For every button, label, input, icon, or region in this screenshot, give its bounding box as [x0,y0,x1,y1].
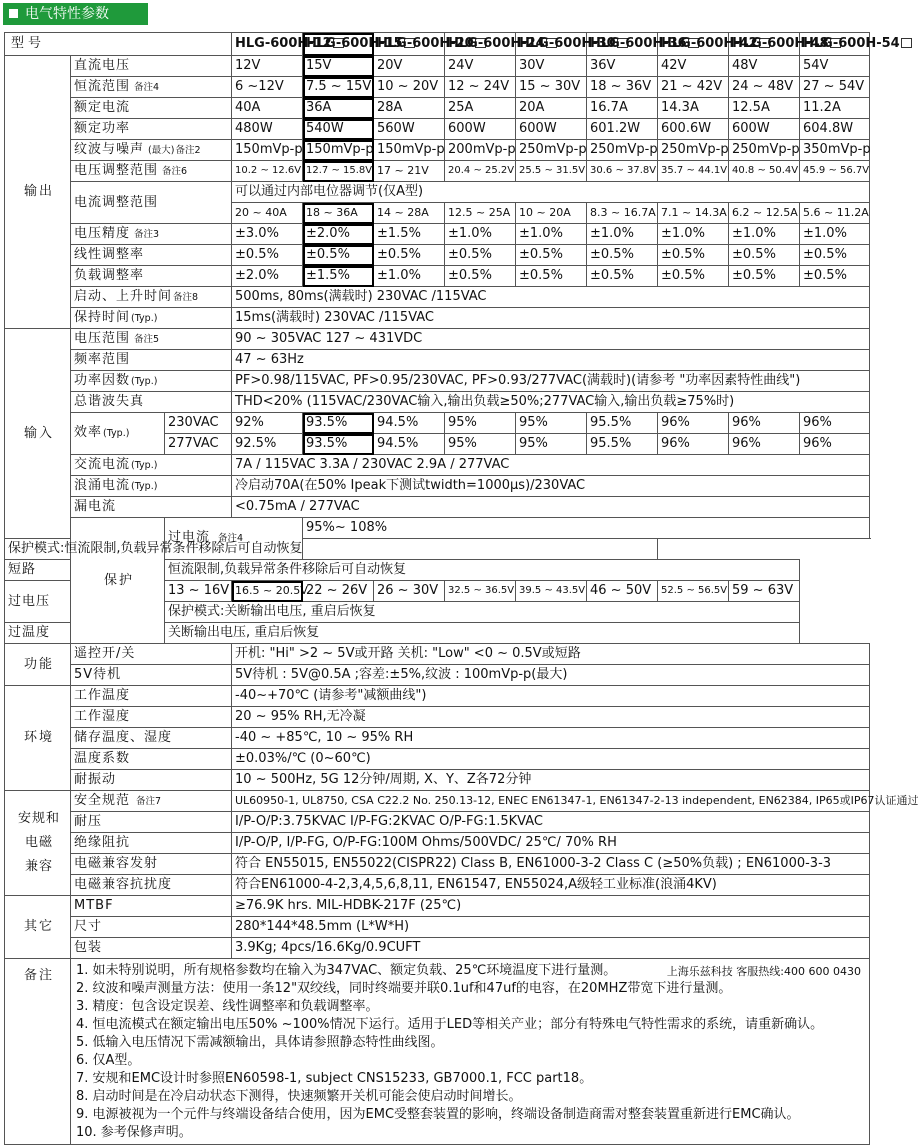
value-cell-wide: 保护模式:关断输出电压, 重启后恢复 [165,602,800,623]
spec-table [4,32,919,1145]
value-cell: 600W [445,119,516,140]
row-sublabel: (Typ.) [131,312,158,324]
storage-row [5,728,870,749]
row-label: 电磁兼容发射 [71,854,232,875]
value-cell: 10 ~ 20A [516,203,587,224]
value-cell: 25A [445,98,516,119]
dc-voltage-row [5,56,870,77]
remote-row [5,644,870,665]
row-label: 包装 [71,938,232,959]
row-sublabel: (Typ.) [131,480,158,492]
model-cell: HLG-600H-12 [232,33,303,56]
row-label: 总谐波失真 [71,392,232,413]
value-cell: 604.8W [800,119,870,140]
checkbox-icon [901,38,912,48]
value-cell-wide: 20 ~ 95% RH,无冷凝 [232,707,870,728]
value-cell: 96% [800,413,870,434]
value-cell: 13 ~ 16V [165,581,232,602]
value-cell: 6 ~12V [232,77,303,98]
value-cell: 46 ~ 50V [587,581,658,602]
value-cell: 52.5 ~ 56.5V [658,581,729,602]
value-cell: 600.6W [658,119,729,140]
note-item: 8. 启动时间是在冷启动状态下测得，快速频繁开关机可能会使启动时间增长。 [76,1089,522,1104]
value-cell: 350mVp-p [800,140,870,161]
value-cell: 28A [374,98,445,119]
ot-row [5,623,870,644]
value-cell-wide: 关断输出电压, 重启后恢复 [165,623,800,644]
value-cell: ±0.5% [516,245,587,266]
value-cell: 92% [232,413,303,434]
row-note: 备注6 [162,165,188,177]
row-label: 功率因数(Typ.) [71,371,232,392]
sc-row [5,560,870,581]
row-label: 电压调整范围 备注6 [71,161,232,182]
value-cell: ±1.0% [516,224,587,245]
row-note: 备注2 [175,144,201,156]
output-section-label: 输出 [5,56,71,329]
row-label: 交流电流(Typ.) [71,455,232,476]
row-sublabel: (Typ.) [131,375,158,387]
value-cell: ±0.5% [587,266,658,287]
hold-row [5,308,870,329]
value-cell: ±1.0% [800,224,870,245]
v-range-row [5,329,870,350]
oc-row-1 [5,518,870,539]
note-item: 2. 纹波和噪声测量方法：使用一条12"双绞线，同时终端要并联0.1uf和47uf的电容，在20MHZ带宽下进行量测。 [76,981,732,996]
value-cell-wide: 280*144*48.5mm (L*W*H) [232,917,870,938]
freq-row [5,350,870,371]
section-header [3,3,148,25]
value-cell: 12.5A [729,98,800,119]
value-cell: ±0.5% [445,266,516,287]
ripple-row [5,140,870,161]
row-label: 保持时间(Typ.) [71,308,232,329]
tempco-row [5,749,870,770]
value-cell: 39.5 ~ 43.5V [516,581,587,602]
value-cell: 560W [374,119,445,140]
emc-immunity-row [5,875,870,896]
value-cell: 17 ~ 21V [374,161,445,182]
row-label: 工作温度 [71,686,232,707]
row-label: 额定功率 [71,119,232,140]
value-cell-wide: PF>0.98/115VAC, PF>0.95/230VAC, PF>0.93/277VAC(满载时)(请参考 "功率因素特性曲线") [232,371,870,392]
safety-section-label: 安规和 电磁 兼容 [5,791,71,896]
value-cell-wide: 可以通过内部电位器调节(仅A型) [232,182,870,203]
value-cell: 14.3A [658,98,729,119]
value-cell: 96% [658,413,729,434]
value-cell: 600W [729,119,800,140]
value-cell: 250mVp-p [658,140,729,161]
value-cell: ±0.5% [374,245,445,266]
value-cell-wide: <0.75mA / 277VAC [232,497,870,518]
value-cell: 16.7A [587,98,658,119]
row-label: 漏电流 [71,497,232,518]
value-cell: 250mVp-p [516,140,587,161]
value-cell: 40A [232,98,303,119]
row-sublabel: (最大) [148,144,175,156]
model-cell: HLG-600H-20 [374,33,445,56]
value-cell: 30V [516,56,587,77]
row-label: 效率(Typ.) [71,413,165,455]
value-cell: 24V [445,56,516,77]
value-cell: 48V [729,56,800,77]
environment-section-label: 环境 [5,686,71,791]
value-cell-wide: ±0.03%/℃ (0~60℃) [232,749,870,770]
row-label: 5V待机 [71,665,232,686]
leakage-row [5,497,870,518]
function-section-label: 功能 [5,644,71,686]
value-cell-wide: 符合EN61000-4-2,3,4,5,6,8,11, EN61547, EN55024,A级轻工业标准(浪涌4KV) [232,875,870,896]
value-cell: 7.5 ~ 15V [303,77,374,98]
cc-range-row [5,77,870,98]
temp-row [5,686,870,707]
value-cell: ±1.0% [445,224,516,245]
note-item: 7. 安规和EMC设计时参照EN60598-1, subject CNS15233, GB7000.1, FCC part18。 [76,1071,593,1086]
value-cell: 15V [303,56,374,77]
value-cell: 35.7 ~ 44.1V [658,161,729,182]
notes-content [71,959,870,1145]
value-cell: 42V [658,56,729,77]
value-cell-wide: ≥76.9K hrs. MIL-HDBK-217F (25℃) [232,896,870,917]
row-label: 启动、上升时间备注8 [71,287,232,308]
value-cell: 5.6 ~ 11.2A [800,203,870,224]
value-cell: ±3.0% [232,224,303,245]
value-cell: 16.5 ~ 20.5V [232,581,303,602]
withstand-row [5,812,870,833]
value-cell: 7.1 ~ 14.3A [658,203,729,224]
value-cell: ±2.0% [303,224,374,245]
value-cell-wide: 开机: "Hi" >2 ~ 5V或开路 关机: "Low" <0 ~ 0.5V或短路 [232,644,870,665]
pf-row [5,371,870,392]
row-note: 备注3 [134,228,160,240]
value-cell: 540W [303,119,374,140]
value-cell: 18 ~ 36V [587,77,658,98]
value-cell: 10 ~ 20V [374,77,445,98]
value-cell-wide: 冷启动70A(在50% Ipeak下测试twidth=1000μs)/230VAC [232,476,870,497]
value-cell: ±2.0% [232,266,303,287]
value-cell: 54V [800,56,870,77]
value-cell: 250mVp-p [587,140,658,161]
value-cell: ±0.5% [729,266,800,287]
value-cell-wide: 90 ~ 305VAC 127 ~ 431VDC [232,329,870,350]
value-cell: 95.5% [587,413,658,434]
value-cell: 36V [587,56,658,77]
others-section-label: 其它 [5,896,71,959]
value-cell: 94.5% [374,413,445,434]
value-cell: 95% [516,434,587,455]
value-cell: 30.6 ~ 37.8V [587,161,658,182]
model-cell: HLG-600H-36 [587,33,658,56]
value-cell: 95% [445,413,516,434]
row-label: 过电压 [5,581,165,623]
row-label: 浪涌电流(Typ.) [71,476,232,497]
row-label: 电压范围 备注5 [71,329,232,350]
row-label: 额定电流 [71,98,232,119]
row-label: 安全规范 备注7 [71,791,232,812]
value-cell: 6.2 ~ 12.5A [729,203,800,224]
value-cell: 250mVp-p [729,140,800,161]
mtbf-row [5,896,870,917]
value-cell: 95% [445,434,516,455]
line-reg-row [5,245,870,266]
value-cell: 96% [729,413,800,434]
value-cell: ±1.5% [303,266,374,287]
row-label: 频率范围 [71,350,232,371]
value-cell: ±0.5% [587,245,658,266]
value-cell: 150mVp-p [303,140,374,161]
model-row [5,33,870,56]
row-label: 线性调整率 [71,245,232,266]
value-cell: 96% [658,434,729,455]
row-label: 过温度 [5,623,165,644]
value-cell: 20V [374,56,445,77]
square-icon [9,9,18,18]
value-cell: 480W [232,119,303,140]
value-cell: ±0.5% [445,245,516,266]
row-label: 过电流 备注4 [165,518,303,560]
row-note: 备注4 [218,533,244,544]
standards-row [5,791,870,812]
value-cell-wide: 5V待机 : 5V@0.5A ;容差:±5%,纹波 : 100mVp-p(最大) [232,665,870,686]
value-cell: ±0.5% [800,266,870,287]
value-cell: 10.2 ~ 12.6V [232,161,303,182]
value-cell: 12.7 ~ 15.8V [303,161,374,182]
value-cell-wide: 15ms(满载时) 230VAC /115VAC [232,308,870,329]
v-adj-row [5,161,870,182]
value-cell: 45.9 ~ 56.7V [800,161,870,182]
value-cell: ±0.5% [658,266,729,287]
emc-emission-row [5,854,870,875]
row-label: 短路 [5,560,165,581]
value-cell-wide: 恒流限制,负载异常条件移除后可自动恢复 [165,560,800,581]
section-header-title: 电气特性参数 [25,6,109,22]
v-tol-row [5,224,870,245]
row-sublabel: (Typ.) [103,428,130,439]
row-label: 遥控开/关 [71,644,232,665]
value-cell: ±1.0% [374,266,445,287]
eff-row-230 [5,413,870,434]
row-label: 储存温度、湿度 [71,728,232,749]
value-cell: 94.5% [374,434,445,455]
vibration-row [5,770,870,791]
value-cell: 36A [303,98,374,119]
value-cell: 95.5% [587,434,658,455]
value-cell: 20.4 ~ 25.2V [445,161,516,182]
value-cell: 8.3 ~ 16.7A [587,203,658,224]
value-cell-wide: I/P-O/P, I/P-FG, O/P-FG:100M Ohms/500VDC/ 25℃/ 70% RH [232,833,870,854]
note-item: 10. 参考保修声明。 [76,1125,192,1140]
value-cell: 96% [800,434,870,455]
value-cell-wide: I/P-O/P:3.75KVAC I/P-FG:2KVAC O/P-FG:1.5KVAC [232,812,870,833]
note-item: 3. 精度：包含设定误差、线性调整率和负载调整率。 [76,999,379,1014]
row-note: 备注8 [173,291,199,303]
row-label: 尺寸 [71,917,232,938]
note-item: 5. 低输入电压情况下需减额输出，具体请参照静态特性曲线图。 [76,1035,444,1050]
value-cell: 26 ~ 30V [374,581,445,602]
value-cell: 600W [516,119,587,140]
value-cell: 22 ~ 26V [303,581,374,602]
row-label: 电磁兼容抗扰度 [71,875,232,896]
row-label: 恒流范围 备注4 [71,77,232,98]
value-cell: ±0.5% [800,245,870,266]
row-label: 温度系数 [71,749,232,770]
note-item: 6. 仅A型。 [76,1053,141,1068]
row-label: 负载调整率 [71,266,232,287]
isolation-row [5,833,870,854]
row-label: 绝缘阻抗 [71,833,232,854]
value-cell: 24 ~ 48V [729,77,800,98]
protection-section-label: 保护 [71,518,165,644]
thd-row [5,392,870,413]
model-cell: HLG-600H-48 [729,33,800,56]
value-cell: ±0.5% [729,245,800,266]
value-cell: ±0.5% [658,245,729,266]
row-label: MTBF [71,896,232,917]
value-cell-wide: 3.9Kg; 4pcs/16.6Kg/0.9CUFT [232,938,870,959]
notes-row [5,959,870,1145]
value-cell: 40.8 ~ 50.4V [729,161,800,182]
value-cell: 92.5% [232,434,303,455]
model-cell: HLG-600H-30 [516,33,587,56]
value-cell-wide: 符合 EN55015, EN55022(CISPR22) Class B, EN61000-3-2 Class C (≥50%负载) ; EN61000-3-3 [232,854,870,875]
value-cell: 14 ~ 28A [374,203,445,224]
value-cell: 95% [516,413,587,434]
setup-row [5,287,870,308]
value-cell: ±0.5% [232,245,303,266]
row-label: 工作湿度 [71,707,232,728]
model-cell: HLG-600H-54 [800,33,870,56]
value-cell: 93.5% [303,434,374,455]
note-item: 9. 电源被视为一个元件与终端设备结合使用，因为EMC受整套装置的影响，终端设备制造商需对整套装置重新进行EMC确认。 [76,1107,800,1122]
inrush-row [5,476,870,497]
row-label: 电流调整范围 [71,182,232,224]
value-cell: 150mVp-p [232,140,303,161]
value-cell: 59 ~ 63V [729,581,800,602]
oc-row-2 [5,539,870,560]
value-cell: 21 ~ 42V [658,77,729,98]
value-cell: 12 ~ 24V [445,77,516,98]
standby-row [5,665,870,686]
value-cell: 18 ~ 36A [303,203,374,224]
row-label: 耐压 [71,812,232,833]
value-cell-wide: 95%~ 108% [303,518,870,539]
value-cell: 12.5 ~ 25A [445,203,516,224]
value-cell-wide: 500ms, 80ms(满载时) 230VAC /115VAC [232,287,870,308]
value-cell: ±1.0% [729,224,800,245]
ac-current-row [5,455,870,476]
row-note: 备注4 [134,81,160,93]
model-label: 型号 [5,33,232,56]
value-cell: 15 ~ 30V [516,77,587,98]
row-note: 备注5 [134,333,160,345]
row-label: 纹波与噪声 (最大)备注2 [71,140,232,161]
load-reg-row [5,266,870,287]
value-cell: 11.2A [800,98,870,119]
row-label: 电压精度 备注3 [71,224,232,245]
value-cell-wide: -40~+70℃ (请参考"减额曲线") [232,686,870,707]
value-cell: 150mVp-p [374,140,445,161]
value-cell-wide: -40 ~ +85℃, 10 ~ 95% RH [232,728,870,749]
value-cell: 20A [516,98,587,119]
dimension-row [5,917,870,938]
value-cell-wide: 47 ~ 63Hz [232,350,870,371]
eff-voltage-label: 230VAC [165,413,232,434]
packing-row [5,938,870,959]
eff-voltage-label: 277VAC [165,434,232,455]
value-cell: 12V [232,56,303,77]
value-cell: ±1.5% [374,224,445,245]
value-cell: 96% [729,434,800,455]
notes-section-label: 备注 [5,959,71,1145]
value-cell: 32.5 ~ 36.5V [445,581,516,602]
value-cell-wide: 保护模式:恒流限制,负载异常条件移除后可自动恢复 [5,539,658,560]
ov-row [5,581,870,602]
row-note: 备注7 [136,795,162,807]
model-cell: HLG-600H-24 [445,33,516,56]
value-cell: 601.2W [587,119,658,140]
value-cell: 27 ~ 54V [800,77,870,98]
model-cell: HLG-600H-42 [658,33,729,56]
row-sublabel: (Typ.) [131,459,158,471]
input-section-label: 输入 [5,329,71,539]
value-cell-wide: THD<20% (115VAC/230VAC输入,输出负载≥50%;277VAC输入,输出负载≥75%时) [232,392,870,413]
hotline-text: 上海乐兹科技 客服热线:400 600 0430 [666,965,861,978]
value-cell: 20 ~ 40A [232,203,303,224]
value-cell: 25.5 ~ 31.5V [516,161,587,182]
note-item: 4. 恒电流模式在额定输出电压50% ~100%情况下运行。适用于LED等相关产业；部分有特殊电气特性需求的系统，请重新确认。 [76,1017,824,1032]
value-cell: ±1.0% [658,224,729,245]
value-cell: 93.5% [303,413,374,434]
rated-power-row [5,119,870,140]
note-item: 1. 如未特别说明，所有规格参数均在输入为347VAC、额定负载、25℃环境温度下进行量测。 [76,963,617,978]
humidity-row [5,707,870,728]
row-label: 耐振动 [71,770,232,791]
rated-current-row [5,98,870,119]
value-cell-wide: 7A / 115VAC 3.3A / 230VAC 2.9A / 277VAC [232,455,870,476]
value-cell: ±0.5% [516,266,587,287]
i-adj-desc-row [5,182,870,203]
row-label: 直流电压 [71,56,232,77]
value-cell-wide: UL60950-1, UL8750, CSA C22.2 No. 250.13-12, ENEC EN61347-1, EN61347-2-13 independent, EN62384, IP65或IP67认证通过 [232,791,870,812]
value-cell: 200mVp-p [445,140,516,161]
value-cell: ±1.0% [587,224,658,245]
model-cell: HLG-600H-15 [303,33,374,56]
value-cell: ±0.5% [303,245,374,266]
value-cell-wide: 10 ~ 500Hz, 5G 12分钟/周期, X、Y、Z各72分钟 [232,770,870,791]
